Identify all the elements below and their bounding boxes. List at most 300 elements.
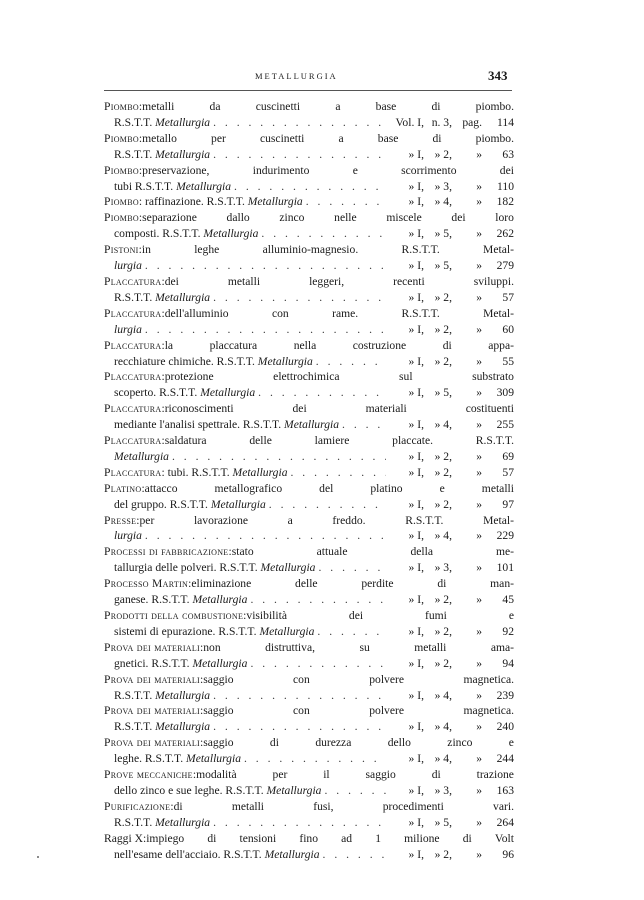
journal-title: Metallurgia [186,752,241,766]
ref-volume: » I, [408,656,424,670]
ref-number: » 2, [434,322,452,336]
word: metalli [481,481,514,495]
entry-line [104,576,514,592]
entry-words [203,640,514,656]
ref-page-label: » [476,688,482,702]
entry-words [232,544,514,560]
ref-page: 255 [496,418,514,432]
word: vari. [493,799,514,813]
entry-heading: Piombo [104,211,139,225]
word: attuale [316,545,348,559]
volume-reference [386,290,514,306]
ref-number: » 5, [434,386,452,400]
page-number: 343 [488,68,508,83]
entry-heading: Prova dei materiali [104,640,201,654]
ref-volume: » I, [408,418,424,432]
journal-title: Metallurgia [176,179,232,193]
word: dei [451,211,466,225]
entry-line [104,401,514,417]
entry-text: ganese. R.S.T.T. Metallurgia [114,593,248,607]
word: elettrochimica [273,370,340,384]
ref-page: 110 [497,179,514,193]
entry-words [165,338,514,354]
dot-leader [241,751,386,767]
volume-reference [386,449,514,465]
journal-title: Metallurgia [210,497,266,511]
entry-text: R.S.T.T. Metallurgia [114,815,211,829]
word: appa- [488,338,514,352]
entry-heading: Prova dei materiali [104,704,201,718]
volume-reference [386,751,514,767]
entry-line [104,513,514,529]
word: Metal- [483,513,514,527]
index-entry [104,544,514,576]
word: delle [295,577,318,591]
word: indurimento [252,163,310,177]
entry-text: R.S.T.T. Metallurgia [114,688,211,702]
ref-volume: » I, [408,783,424,797]
volume-reference [386,656,514,672]
word: in [141,243,151,257]
volume-reference [386,624,514,640]
ref-page-label: » [476,465,482,479]
ref-page: 114 [497,115,514,129]
index-entry [104,194,514,210]
header-rule [104,90,512,91]
word: lamiere [314,434,350,448]
entry-line [104,449,514,465]
ref-number: » 2, [434,497,452,511]
word: metalli [227,274,261,288]
ref-page: 57 [502,290,514,304]
ref-page: 60 [502,322,514,336]
entry-line [104,847,514,863]
ref-number: » 2, [434,656,452,670]
entry-line [104,465,514,481]
entry-heading: Prove meccaniche [104,768,193,782]
word: a [287,513,293,527]
ref-volume: Vol. I, [395,115,424,129]
word: 1 [375,831,382,845]
entry-text: Placcatura : [104,306,165,320]
word: da [209,100,221,113]
volume-reference [386,847,514,863]
index-entry [104,608,514,640]
entry-text: Prove meccaniche : [104,768,197,782]
volume-reference [386,497,514,513]
journal-title: Metallurgia [192,593,248,607]
entry-heading: Purificazione [104,799,171,813]
entry-heading: Placcatura [104,274,162,288]
word: placcatura [209,338,258,352]
volume-reference [386,417,514,433]
entry-line [104,242,514,258]
ref-number: » 2, [434,290,452,304]
word: di [431,768,441,782]
word: modalità [196,768,237,782]
journal-title: Metallurgia [192,656,248,670]
index-entry [104,513,514,545]
entry-line [104,751,514,767]
word: separazione [142,211,197,225]
dot-leader [142,322,386,338]
word: riconoscimenti [164,402,234,416]
word: a [335,100,341,113]
index-entry [104,99,514,131]
word: con [293,672,310,686]
ref-page-label: » [476,386,482,400]
journal-title: Metallurgia [232,465,288,479]
word: metallo [142,131,177,145]
entry-text: R.S.T.T. Metallurgia [114,290,211,304]
ref-page: 69 [502,449,514,463]
entry-text: Piombo : [104,163,143,177]
index-entry [104,242,514,274]
entry-text: R.S.T.T. Metallurgia [114,147,211,161]
volume-reference [386,354,514,370]
index-entry [104,640,514,672]
ref-page-label: » [476,720,482,734]
ref-volume: » I, [408,179,424,193]
dot-leader [321,783,386,799]
entry-text: Processo Martin : [104,577,192,591]
index-entry [104,338,514,370]
index-entry [104,767,514,799]
ref-number: » 2, [434,593,452,607]
word: dallo [226,211,250,225]
word: platino [370,481,403,495]
ref-number: » 2, [434,354,452,368]
word: alluminio-magnesio. [262,243,359,257]
ref-volume: » I, [408,815,424,829]
word: saggio [203,704,234,718]
word: distruttiva, [265,640,315,654]
ref-page-label: » [476,449,482,463]
entry-heading: Pistoni [104,243,139,257]
entry-line [104,210,514,226]
word: costituenti [465,402,514,416]
entry-heading: Placcatura [104,306,162,320]
volume-reference [386,688,514,704]
word: loro [495,211,514,225]
word: perdite [361,577,394,591]
ref-page-label: » [476,179,482,193]
entry-line [104,544,514,560]
dot-leader [210,147,386,163]
word: attacco [144,481,178,495]
word: R.S.T.T. [401,306,440,320]
word: e [508,736,514,750]
entry-words [165,401,514,417]
ref-number: » 4, [434,195,452,209]
entry-words [191,576,514,592]
dot-leader [210,815,386,831]
ref-number: » 5, [434,227,452,241]
dot-leader [313,354,386,370]
index-entry [104,433,514,465]
word: la [164,338,174,352]
word: R.S.T.T. [401,243,440,257]
word: procedimenti [382,799,444,813]
entry-text: Prova dei materiali : [104,736,204,750]
ref-page: 279 [496,259,514,273]
entry-heading: Placcatura [104,465,162,479]
word: del [319,481,334,495]
ref-number: » 5, [434,815,452,829]
entry-words [174,799,514,815]
entry-heading: Processo Martin [104,577,189,591]
entry-line [104,640,514,656]
word: sviluppi. [473,274,514,288]
entry-line [104,799,514,815]
index-entry [104,369,514,401]
entry-line [104,528,514,544]
ref-page-label: » [476,418,482,432]
ref-volume: » I, [408,195,424,209]
ref-volume: » I, [408,720,424,734]
dot-leader [255,385,386,401]
ref-page-label: » [476,593,482,607]
ref-page-label: » [476,354,482,368]
ref-page: 45 [502,593,514,607]
word: e [352,163,358,177]
entry-heading: Prova dei materiali [104,672,201,686]
entry-text [114,449,169,465]
dot-leader [142,528,386,544]
ref-page: 309 [496,386,514,400]
ref-number: » 2, [434,624,452,638]
dot-leader [142,258,386,274]
entry-line [104,783,514,799]
ref-volume: » I, [408,259,424,273]
word: dei [164,274,179,288]
word: e [439,481,445,495]
entry-line [104,433,514,449]
entry-heading: Presse [104,513,137,527]
index-entry [104,481,514,513]
word: della [410,545,433,559]
dot-leader [314,624,386,640]
word: visibilità [246,609,287,622]
word: saldatura [164,434,207,448]
word: trazione [476,768,514,782]
ref-page: 239 [496,688,514,702]
ref-page: 163 [496,783,514,797]
word: eliminazione [191,577,252,591]
ref-page: 240 [496,720,514,734]
entry-text: composti. R.S.T.T. Metallurgia [114,227,259,241]
journal-title: Metallurgia [266,783,322,797]
entry-line [104,735,514,751]
ref-volume: » I, [408,386,424,400]
entry-words [196,767,514,783]
ref-volume: » I, [408,624,424,638]
ref-page-label: » [476,783,482,797]
ref-page: 57 [502,465,514,479]
ref-number: » 2, [434,449,452,463]
dot-leader [169,449,386,465]
entry-line [104,672,514,688]
word: lavorazione [193,513,249,527]
entry-line [104,592,514,608]
volume-reference [386,719,514,735]
entry-text: recchiature chimiche. R.S.T.T. Metallurgia [114,354,313,368]
word: fino [299,831,319,845]
entry-line [104,385,514,401]
journal-title: Metallurgia [203,227,259,241]
dot-leader [210,719,386,735]
ref-page: 264 [496,815,514,829]
word: sul [399,370,413,384]
ref-page-label: pag. [462,115,482,129]
entry-text: Prova dei materiali : [104,640,204,654]
entry-line [104,688,514,704]
ref-number: » 3, [434,561,452,575]
entry-text: Placcatura : [104,402,165,416]
word: leghe [194,243,220,257]
word: di [437,577,447,591]
word: delle [249,434,272,448]
dot-leader [210,290,386,306]
entry-line [104,354,514,370]
ref-page: 63 [502,147,514,161]
entry-line [104,624,514,640]
entry-text: Placcatura : [104,434,165,448]
ref-page-label: » [476,497,482,511]
journal-title: Metallurgia [155,688,211,702]
journal-title: Metallurgia [247,195,303,209]
ref-page-label: » [476,624,482,638]
ref-page-label: » [476,561,482,575]
ref-number: n. 3, [431,115,452,129]
volume-reference [386,385,514,401]
entry-heading: Platino [104,481,142,495]
ref-number: » 4, [434,418,452,432]
ref-number: » 2, [434,847,452,861]
entry-text: nell'esame dell'acciaio. R.S.T.T. Metallurgia [114,847,320,861]
entry-line [104,719,514,735]
entry-words [203,703,514,719]
journal-title: Metallurgia [155,720,211,734]
entry-line [104,99,514,115]
entry-text: Purificazione : [104,799,174,813]
index-entry [104,735,514,767]
journal-title: Metallurgia [200,386,256,400]
index-entry [104,163,514,195]
entry-text: gnetici. R.S.T.T. Metallurgia [114,656,248,670]
word: metalli [231,799,265,813]
entry-line [104,417,514,433]
word: zinco [447,736,473,750]
dot-leader [247,592,386,608]
ref-volume: » I, [408,465,424,479]
entry-text: Processi di fabbricazione : [104,545,232,559]
entry-heading: Piombo [104,195,139,209]
dot-leader [288,465,387,481]
entry-heading: Processi di fabbricazione [104,545,229,559]
entry-line [104,306,514,322]
entry-text: Placcatura : [104,338,165,352]
index-entry [104,131,514,163]
index-entry [104,401,514,433]
entry-line [104,179,514,195]
entry-line [104,131,514,147]
entry-line [104,497,514,513]
entry-text: dello zinco e sue leghe. R.S.T.T. Metallurgia [114,783,322,797]
index-entry [104,210,514,242]
ref-volume: » I, [408,227,424,241]
index-entry [104,799,514,831]
journal-title: Metallurgia [155,115,211,129]
dot-leader [247,656,386,672]
volume-reference [386,528,514,544]
word: protezione [164,370,214,384]
entry-words [142,131,514,147]
entry-heading: Piombo [104,163,139,177]
index-entry [104,703,514,735]
volume-reference [386,147,514,163]
ref-volume: » I, [408,290,424,304]
entry-line [104,815,514,831]
entry-text: Prova dei materiali : [104,672,204,686]
word: di [431,100,441,113]
entry-text: tubi R.S.T.T. Metallurgia [114,179,232,193]
entry-text: Raggi X : [104,831,147,845]
word: zinco [279,211,305,225]
entry-text: Piombo: raffinazione. R.S.T.T. Metallurgia [104,195,303,209]
word: substrato [472,370,514,384]
word: metalli [142,100,175,113]
index-entry [104,576,514,608]
entry-heading: Placcatura [104,402,162,416]
word: per [211,131,226,145]
journal-title: lurgia [114,529,142,543]
entry-heading: Prodotti della combustione [104,609,244,622]
word: costruzione [352,338,407,352]
ref-number: » 4, [434,720,452,734]
journal-title: Metallurgia [155,815,211,829]
entry-heading: Placcatura [104,338,162,352]
ref-page-label: » [476,752,482,766]
word: cuscinetti [259,131,305,145]
word: materiali [365,402,407,416]
entry-line [104,481,514,497]
word: e [508,609,514,622]
dot-leader [210,688,386,704]
entry-line [104,194,514,210]
entry-words [145,481,514,497]
ref-page-label: » [476,322,482,336]
volume-reference [386,815,514,831]
word: preservazione, [142,163,210,177]
volume-reference [386,322,514,338]
entry-heading: Placcatura [104,434,162,448]
entry-words [203,735,514,751]
entry-words [142,99,514,115]
word: man- [490,577,514,591]
entry-text: Piombo : [104,131,143,145]
running-head: METALLURGIA [255,71,338,81]
word: per [272,768,288,782]
ref-page-label: » [476,815,482,829]
word: di [173,799,183,813]
word: di [207,831,217,845]
word: nella [293,338,317,352]
journal-title: Metallurgia [114,449,169,463]
dot-leader [258,226,386,242]
volume-reference [386,560,514,576]
word: di [432,131,442,145]
